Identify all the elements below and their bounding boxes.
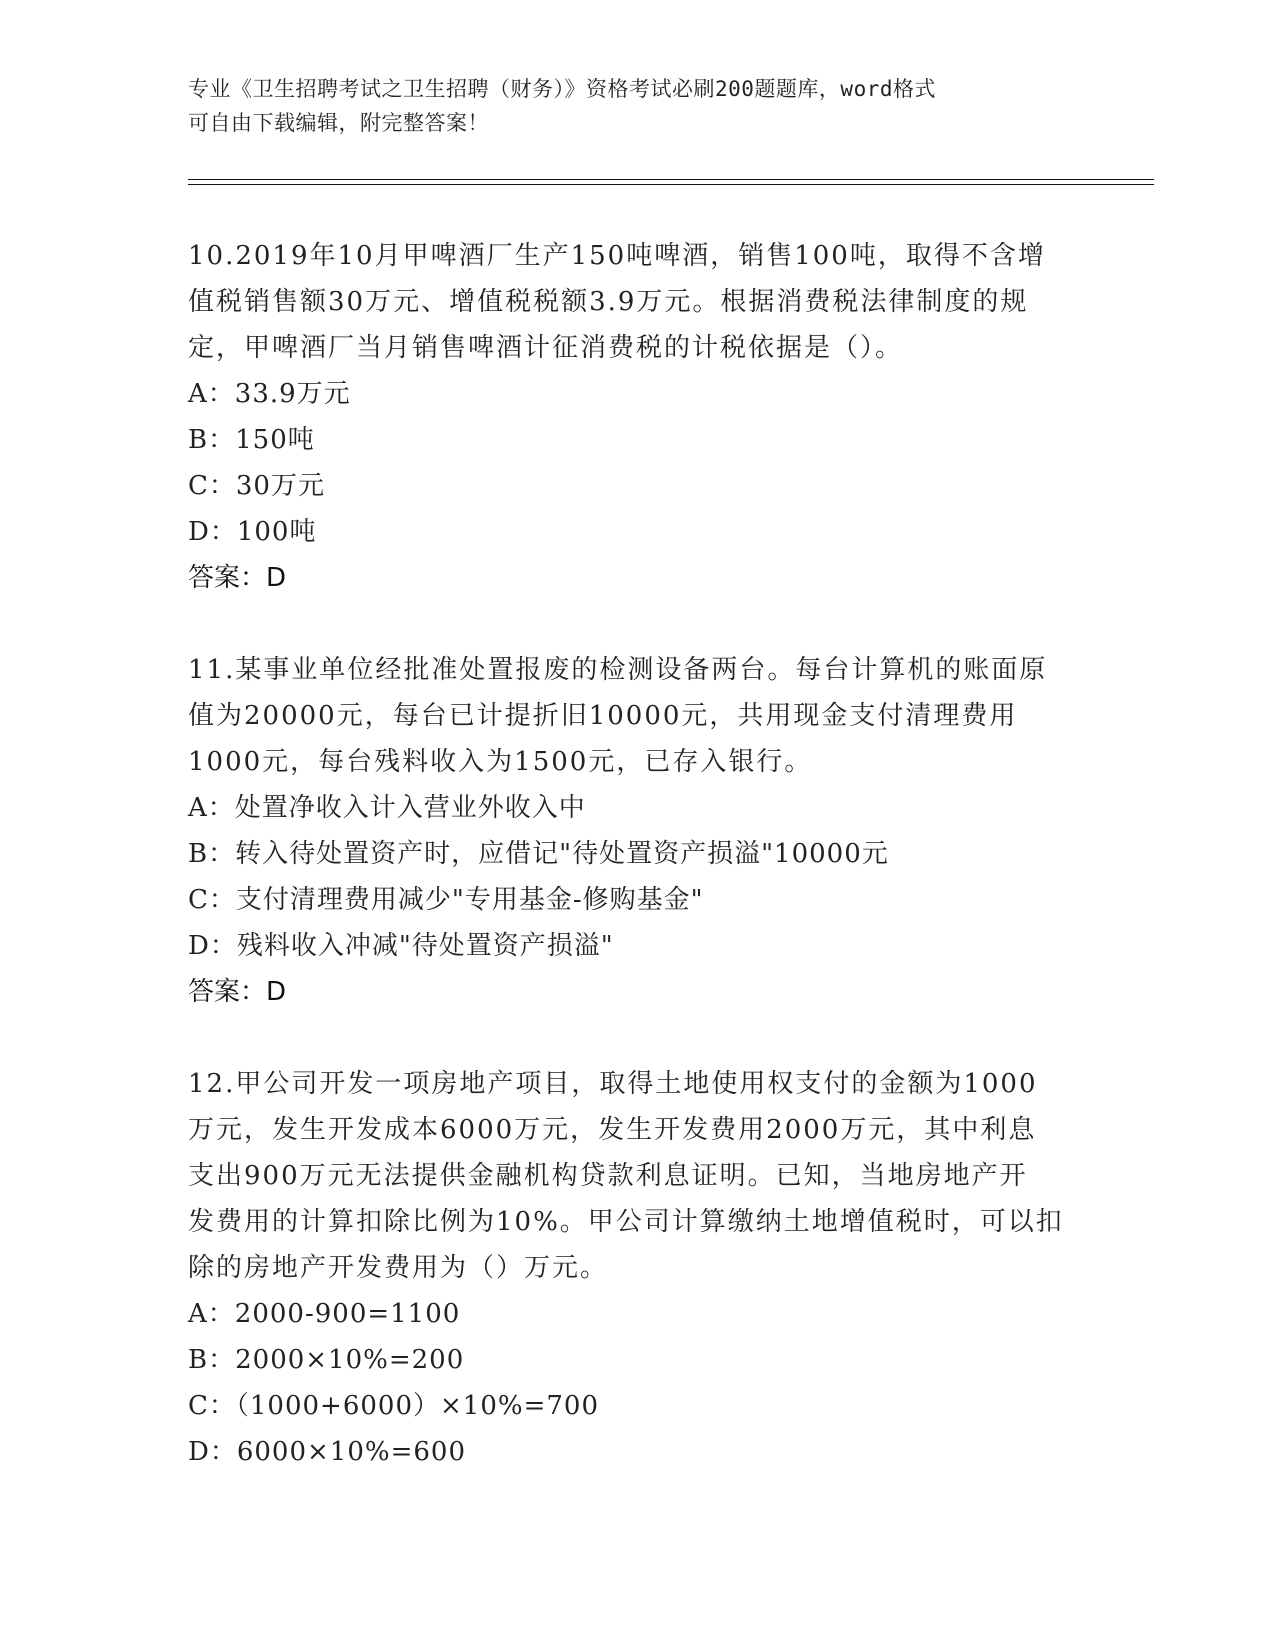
question-line: 12.甲公司开发一项房地产项目，取得土地使用权支付的金额为1000 (188, 1069, 1038, 1099)
question-line: 万元，发生开发成本6000万元，发生开发费用2000万元，其中利息 (188, 1115, 1037, 1145)
question-line: 除的房地产开发费用为（）万元。 (188, 1253, 609, 1283)
option-a: A：处置净收入计入营业外收入中 (188, 793, 586, 823)
question-list (188, 233, 1088, 1475)
option-d: D：残料收入冲减"待处置资产损溢" (188, 931, 614, 961)
header-line-2: 可自由下载编辑，附完整答案！ (188, 111, 489, 135)
question-line: 定，甲啤酒厂当月销售啤酒计征消费税的计税依据是（）。 (188, 333, 904, 363)
option-a: A：2000-900=1100 (188, 1299, 461, 1329)
question-line: 值为20000元，每台已计提折旧10000元，共用现金支付清理费用 (188, 701, 1018, 731)
option-d: D：100吨 (188, 517, 317, 547)
header-divider-top (188, 179, 1154, 180)
header-line-1: 专业《卫生招聘考试之卫生招聘（财务）》资格考试必刷200题题库，word格式 (188, 77, 936, 101)
option-c: C：（1000+6000）×10%=700 (188, 1391, 600, 1421)
question-12 (188, 1061, 1088, 1475)
option-c: C：支付清理费用减少"专用基金-修购基金" (188, 885, 704, 915)
answer: 答案：D (188, 563, 287, 593)
question-line: 值税销售额30万元、增值税税额3.9万元。根据消费税法律制度的规 (188, 287, 1029, 317)
option-c: C：30万元 (188, 471, 325, 501)
question-spacer (188, 1015, 1088, 1061)
question-line: 支出900万元无法提供金融机构贷款利息证明。已知，当地房地产开 (188, 1161, 1028, 1191)
question-10 (188, 233, 1088, 601)
question-line: 1000元，每台残料收入为1500元，已存入银行。 (188, 747, 813, 777)
header-divider-bottom (188, 184, 1154, 185)
option-a: A：33.9万元 (188, 379, 351, 409)
option-b: B：转入待处置资产时，应借记"待处置资产损溢"10000元 (188, 839, 889, 869)
answer: 答案：D (188, 977, 287, 1007)
question-line: 发费用的计算扣除比例为10%。甲公司计算缴纳土地增值税时，可以扣 (188, 1207, 1064, 1237)
question-text (188, 647, 1088, 785)
question-line: 10.2019年10月甲啤酒厂生产150吨啤酒，销售100吨，取得不含增 (188, 241, 1046, 271)
question-11 (188, 647, 1088, 1015)
question-spacer (188, 601, 1088, 647)
document-header (188, 72, 1088, 140)
option-d: D：6000×10%=600 (188, 1437, 466, 1467)
question-text (188, 233, 1088, 371)
option-b: B：2000×10%=200 (188, 1345, 465, 1375)
question-text (188, 1061, 1088, 1291)
option-b: B：150吨 (188, 425, 315, 455)
question-line: 11.某事业单位经批准处置报废的检测设备两台。每台计算机的账面原 (188, 655, 1048, 685)
